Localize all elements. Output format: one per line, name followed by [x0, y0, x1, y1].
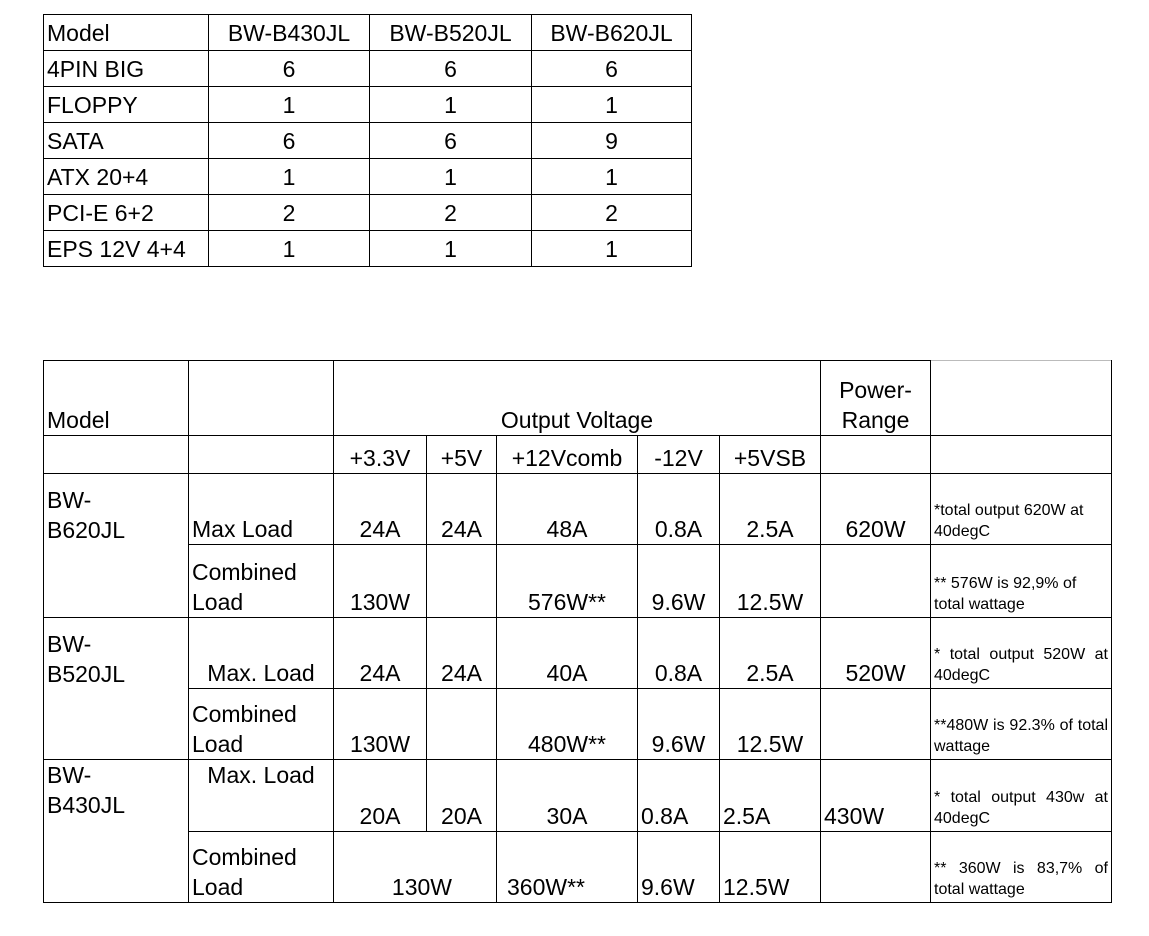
- cell-value: 6: [370, 123, 532, 159]
- note-cell: ** 360W is 83,7% of total wattage: [931, 832, 1112, 903]
- load-label: Max. Load: [189, 760, 334, 832]
- cell-value: 9.6W: [638, 689, 720, 760]
- power-value: 430W: [821, 760, 931, 832]
- empty-cell: [821, 689, 931, 760]
- connector-table: [43, 14, 692, 267]
- empty-cell: [44, 436, 189, 474]
- load-label-line: Combined: [192, 701, 297, 727]
- output-spec-table: [43, 360, 1112, 903]
- note-cell: **480W is 92.3% of total wattage: [931, 689, 1112, 760]
- cell-value: 12.5W: [720, 545, 821, 618]
- model-name-line: BW-: [47, 630, 92, 657]
- rail-header: +5V: [427, 436, 497, 474]
- empty-cell: [427, 689, 497, 760]
- cell-value: 6: [370, 51, 532, 87]
- cell-value: 1: [209, 87, 370, 123]
- power-value: 520W: [821, 618, 931, 689]
- cell-value: 12.5W: [720, 689, 821, 760]
- cell-value: 2.5A: [720, 618, 821, 689]
- cell-value: 1: [209, 231, 370, 267]
- header-cell: BW-B620JL: [532, 15, 692, 51]
- header-cell: BW-B430JL: [209, 15, 370, 51]
- empty-cell: [44, 545, 189, 618]
- cell-value: 30A: [497, 760, 638, 832]
- empty-cell: [44, 689, 189, 760]
- empty-cell: [189, 436, 334, 474]
- table-header-row: [44, 15, 692, 51]
- cell-value: 24A: [427, 474, 497, 545]
- cell-value: 1: [370, 159, 532, 195]
- empty-cell: [821, 436, 931, 474]
- table-row: [44, 231, 692, 267]
- cell-value: 24A: [334, 618, 427, 689]
- power-range-line: Power-: [839, 377, 912, 403]
- cell-value: 0.8A: [638, 760, 720, 832]
- empty-cell: [821, 545, 931, 618]
- cell-value: 1: [370, 231, 532, 267]
- rail-header: +12Vcomb: [497, 436, 638, 474]
- empty-cell: [821, 832, 931, 903]
- model-cell: [44, 618, 189, 689]
- load-label-line: Combined: [192, 844, 297, 870]
- load-label: [189, 545, 334, 618]
- table-header-row: [44, 361, 1112, 436]
- model-name-line: B520JL: [47, 660, 126, 687]
- row-label: FLOPPY: [44, 87, 209, 123]
- note-cell: ** 576W is 92,9% of total wattage: [931, 545, 1112, 618]
- model-name-line: BW-: [47, 762, 92, 788]
- empty-cell: [189, 361, 334, 436]
- empty-cell: [931, 361, 1112, 436]
- power-range-header: [821, 361, 931, 436]
- cell-value: 576W**: [497, 545, 638, 618]
- note-cell: * total output 430w at 40degC: [931, 760, 1112, 832]
- cell-value: 40A: [497, 618, 638, 689]
- load-label-line: Combined: [192, 559, 297, 585]
- table-row: [44, 159, 692, 195]
- cell-value: 2: [532, 195, 692, 231]
- header-cell: BW-B520JL: [370, 15, 532, 51]
- cell-value: 9.6W: [638, 832, 720, 903]
- row-label: ATX 20+4: [44, 159, 209, 195]
- empty-cell: [44, 832, 189, 903]
- row-label: PCI-E 6+2: [44, 195, 209, 231]
- table-row: [44, 195, 692, 231]
- rail-header: -12V: [638, 436, 720, 474]
- cell-value: 6: [209, 51, 370, 87]
- empty-cell: [931, 436, 1112, 474]
- cell-value: 24A: [334, 474, 427, 545]
- load-label: [189, 832, 334, 903]
- power-value: 620W: [821, 474, 931, 545]
- row-label: EPS 12V 4+4: [44, 231, 209, 267]
- load-label-line: Load: [192, 589, 244, 615]
- load-label: Max Load: [189, 474, 334, 545]
- cell-value: 20A: [334, 760, 427, 832]
- table-row: [44, 123, 692, 159]
- cell-value: 48A: [497, 474, 638, 545]
- rail-header: +5VSB: [720, 436, 821, 474]
- cell-value: 0.8A: [638, 474, 720, 545]
- cell-value: 20A: [427, 760, 497, 832]
- model-header: Model: [44, 361, 189, 436]
- cell-value: 1: [532, 159, 692, 195]
- cell-value: 130W: [334, 545, 427, 618]
- cell-value: 6: [209, 123, 370, 159]
- cell-value: 2: [370, 195, 532, 231]
- cell-value: 12.5W: [720, 832, 821, 903]
- output-voltage-header: Output Voltage: [334, 361, 821, 436]
- model-name-line: B620JL: [47, 516, 126, 543]
- row-label: 4PIN BIG: [44, 51, 209, 87]
- row-label: SATA: [44, 123, 209, 159]
- cell-value: 1: [209, 159, 370, 195]
- table-row: [44, 545, 1112, 618]
- cell-value: 0.8A: [638, 618, 720, 689]
- model-cell: [44, 760, 189, 832]
- power-range-line: Range: [841, 407, 910, 433]
- table-row: [44, 51, 692, 87]
- cell-value: 2.5A: [720, 474, 821, 545]
- load-label: Max. Load: [189, 618, 334, 689]
- model-cell: [44, 474, 189, 545]
- table-row: [44, 474, 1112, 545]
- cell-value: 2: [209, 195, 370, 231]
- cell-value: 9: [532, 123, 692, 159]
- rail-header: +3.3V: [334, 436, 427, 474]
- note-cell: *total output 620W at 40degC: [931, 474, 1112, 545]
- cell-value: 1: [532, 87, 692, 123]
- load-label-line: Load: [192, 874, 244, 900]
- empty-cell: [427, 545, 497, 618]
- header-cell: Model: [44, 15, 209, 51]
- table-row: [44, 689, 1112, 760]
- cell-value: 6: [532, 51, 692, 87]
- cell-value: 9.6W: [638, 545, 720, 618]
- cell-value: 130W: [334, 832, 497, 903]
- table-row: [44, 760, 1112, 832]
- note-cell: * total output 520W at 40degC: [931, 618, 1112, 689]
- cell-value: 480W**: [497, 689, 638, 760]
- cell-value: 24A: [427, 618, 497, 689]
- table-row: [44, 618, 1112, 689]
- load-label-line: Load: [192, 731, 244, 757]
- cell-value: 360W**: [497, 832, 638, 903]
- load-label: [189, 689, 334, 760]
- cell-value: 2.5A: [720, 760, 821, 832]
- cell-value: 1: [370, 87, 532, 123]
- cell-value: 130W: [334, 689, 427, 760]
- rail-header-row: [44, 436, 1112, 474]
- model-name-line: BW-: [47, 486, 92, 513]
- table-row: [44, 832, 1112, 903]
- cell-value: 1: [532, 231, 692, 267]
- model-name-line: B430JL: [47, 792, 126, 818]
- table-row: [44, 87, 692, 123]
